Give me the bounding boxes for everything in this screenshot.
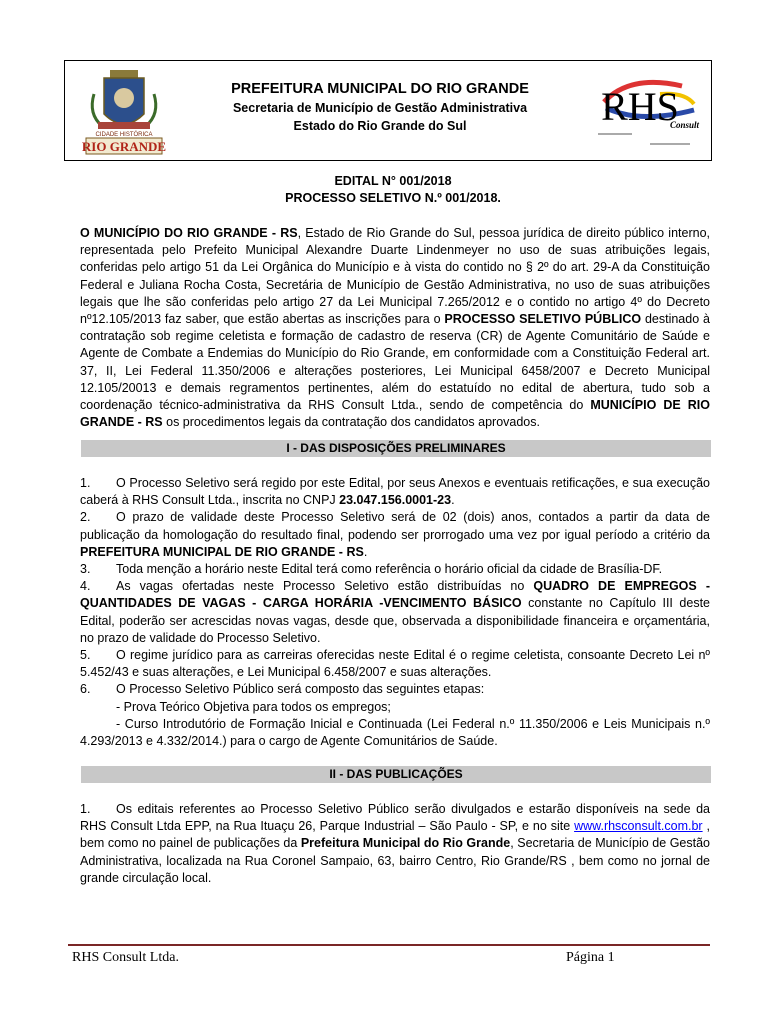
list-item: 5. O regime jurídico para as carreiras oferecidas neste Edital é o regime celetista, consoante Decreto Lei nº 5.452/43 e suas alterações, e Lei Municipal 6.458/2007 e suas alterações. <box>80 648 710 680</box>
section-2-header: II - DAS PUBLICAÇÕES <box>81 766 711 783</box>
rhs-website-link[interactable]: www.rhsconsult.com.br <box>574 819 703 834</box>
intro-text-2: destinado à contratação sob regime celetista e formação de cadastro de reserva (CR) de Agente Comunitário de Saúde e Agente de Combate a Endemias do Município do Rio Grande, em conformidade com a Constituição Federal art. 37, II, Lei Federal 11.350/2006 e alterações posteriores, Lei Municipal 6458/2007 e Decreto Municipal 12.105/20013 e demais regramentos pertinentes, além do estatuído no edital de abertura, tudo sob a coordenação técnico-administrativa da RHS Consult Ltda., sendo de competência do <box>80 312 710 413</box>
rhs-consult-logo <box>590 64 702 152</box>
intro-text-3: os procedimentos legais da contratação dos candidatos aprovados. <box>162 415 540 430</box>
logo-sub: Consult <box>670 120 700 130</box>
intro-text-1: , Estado de Rio Grande do Sul, pessoa jurídica de direito público interno, representada pelo Prefeito Municipal Alexandre Duarte Lindenmeyer no uso de suas atribuições legais, conferidas pelo artigo 51 da Lei Orgânica do Município e à vista do contido no § 2º do art. 29-A da Constituição Federal e Juliana Rocha Costa, Secretária de Município de Gestão Administrativa, no uso de suas atribuições legais que lhe são conferidas pelo artigo 27 da Lei Municipal 7.265/2012 e o contido no artigo 4º do Decreto nº12.105/2013 faz saber, que estão abertas as inscrições para o <box>80 226 710 327</box>
header-subtitle: Secretaria de Município de Gestão Administrativa <box>232 101 528 115</box>
section-2-body: 1. Os editais referentes ao Processo Seletivo Público serão divulgados e estarão disponíveis na sede da RHS Consult Ltda EPP, na Rua Ituaçu 26, Parque Industrial – São Paulo - SP, e no site www.rhsconsult.com.br , bem como no painel de publicações da Prefeitura Municipal do Rio Grande, Secretaria de Município de Gestão Administrativa, localizada na Rua Coronel Sampaio, 63, bairro Centro, Rio Grande/RS , bem como no jornal de grande circulação local. <box>80 802 710 885</box>
processo-title: PROCESSO SELETIVO N.º 001/2018. <box>285 191 501 205</box>
crest-caption-small: CIDADE HISTÓRICA <box>95 132 153 138</box>
footer-company: RHS Consult Ltda. <box>72 950 179 965</box>
footer-page-number: Página 1 <box>566 950 615 965</box>
intro-paragraph <box>80 225 710 431</box>
list-item: 1. O Processo Seletivo será regido por este Edital, por seus Anexos e eventuais retificações, e sua execução caberá à RHS Consult Ltda., inscrita no CNPJ 23.047.156.0001-23. <box>80 476 710 508</box>
list-item: 3. Toda menção a horário neste Edital terá como referência o horário oficial da cidade de Brasília-DF. <box>80 562 663 577</box>
intro-lead: O MUNICÍPIO DO RIO GRANDE - RS <box>80 226 298 240</box>
list-item: 6. O Processo Seletivo Público será composto das seguintes etapas: <box>80 682 485 697</box>
edital-title: EDITAL N° 001/2018 <box>334 174 452 188</box>
intro-bold-2: PROCESSO SELETIVO PÚBLICO <box>444 312 642 327</box>
header-title: PREFEITURA MUNICIPAL DO RIO GRANDE <box>231 81 529 97</box>
header-state: Estado do Rio Grande do Sul <box>293 119 467 133</box>
section-1-header: I - DAS DISPOSIÇÕES PRELIMINARES <box>81 440 711 457</box>
intro-bold-3: MUNICÍPIO DE RIO GRANDE - RS <box>80 398 710 430</box>
list-item: 4. As vagas ofertadas neste Processo Seletivo estão distribuídas no QUADRO DE EMPREGOS -QUANTIDADES DE VAGAS - CARGA HORÁRIA -VENCIMENTO BÁSICO constante no Capítulo III deste Edital, poderão ser acrescidas novas vagas, desde que, observada a disponibilidade financeira e orçamentária, no prazo de validade do Processo Seletivo. <box>80 579 711 645</box>
footer-divider <box>68 944 710 946</box>
list-item: 2. O prazo de validade deste Processo Seletivo será de 02 (dois) anos, contados a partir da data de publicação da homologação do resultado final, podendo ser prorrogado uma vez por igual período a critério da PREFEITURA MUNICIPAL DE RIO GRANDE - RS. <box>80 510 710 559</box>
list-subitem: - Prova Teórico Objetiva para todos os empregos; <box>116 699 391 714</box>
crest-caption-main: RIO GRANDE <box>81 139 167 154</box>
list-subitem: - Curso Introdutório de Formação Inicial e Continuada (Lei Federal n.º 11.350/2006 e Leis Municipais n.º 4.293/2013 e 4.332/2014.) para o cargo de Agente Comunitários de Saúde. <box>80 716 710 749</box>
city-crest-logo <box>80 64 168 156</box>
section-1-body <box>80 475 710 750</box>
logo-letters: RHS <box>601 84 679 129</box>
